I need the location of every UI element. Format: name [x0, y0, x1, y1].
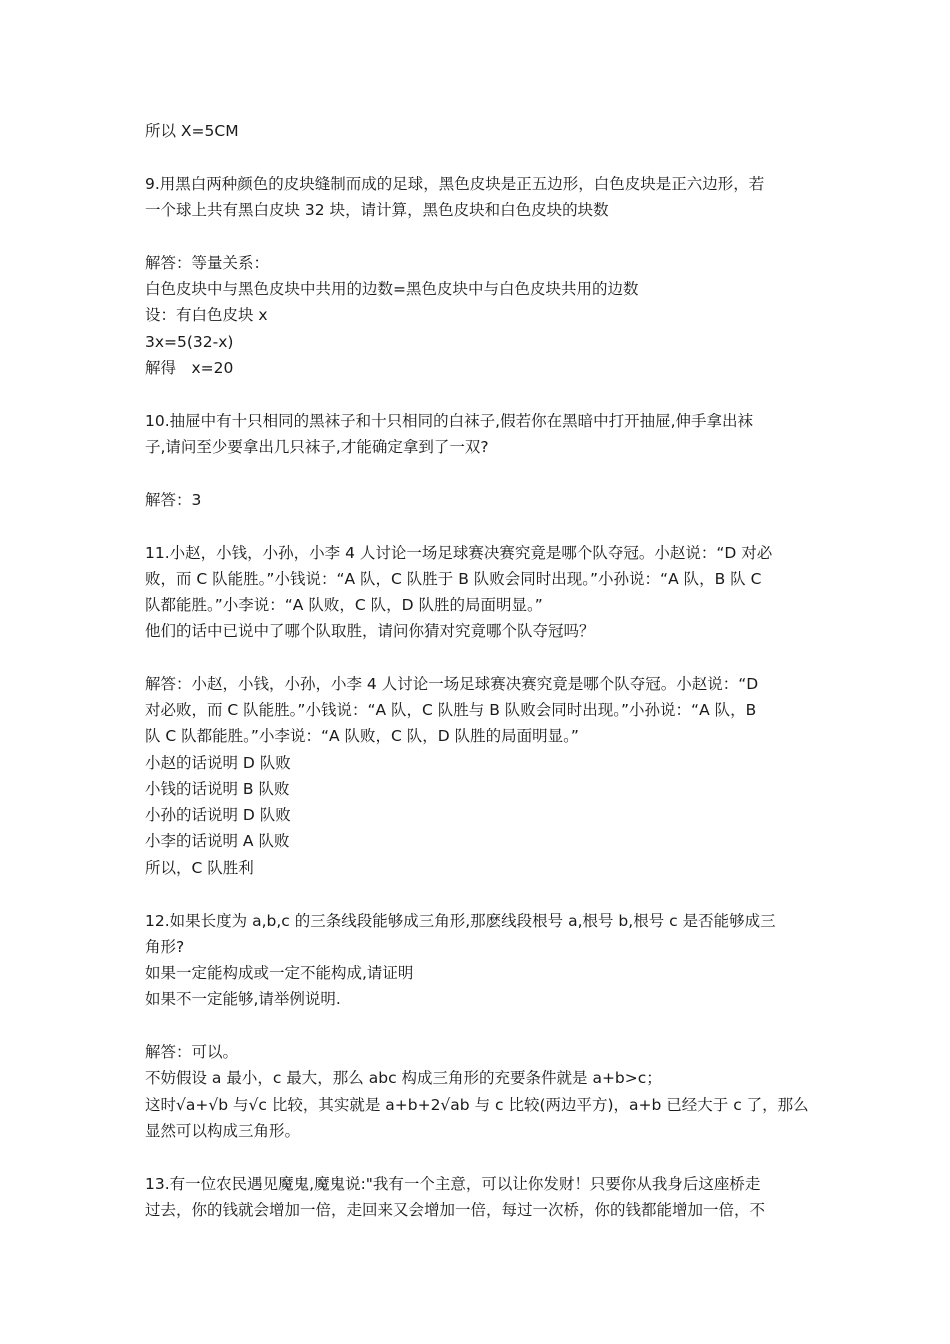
text-line: 过去，你的钱就会增加一倍，走回来又会增加一倍，每过一次桥，你的钱都能增加一倍，不 [145, 1201, 766, 1219]
text-line: 如果不一定能够,请举例说明. [145, 990, 341, 1008]
text-line: 这时√a+√b 与√c 比较，其实就是 a+b+2√ab 与 c 比较(两边平方)，a+b 已经大于 c 了，那么 [145, 1096, 809, 1114]
text-line: 13.有一位农民遇见魔鬼,魔鬼说:"我有一个主意，可以让你发财！只要你从我身后这座桥走 [145, 1175, 761, 1193]
text-line: 3x=5(32-x) [145, 333, 234, 351]
text-line: 角形? [145, 938, 185, 956]
text-line: 显然可以构成三角形。 [145, 1122, 301, 1140]
text-line: 他们的话中已说中了哪个队取胜，请问你猜对究竟哪个队夺冠吗？ [145, 622, 595, 640]
text-line: 队都能胜。”小李说：“A 队败，C 队，D 队胜的局面明显。” [145, 596, 543, 614]
text-line: 对必败，而 C 队能胜。”小钱说：“A 队，C 队胜与 B 队败会同时出现。”小孙说：“A 队，B [145, 701, 757, 719]
text-line: 解答：3 [145, 491, 202, 509]
text-line: 解答：等量关系： [145, 254, 270, 272]
text-line: 所以 X=5CM [145, 122, 239, 140]
text-line: 小李的话说明 A 队败 [145, 832, 290, 850]
text-line: 解答：可以。 [145, 1043, 239, 1061]
text-line: 如果一定能构成或一定不能构成,请证明 [145, 964, 414, 982]
text-line: 解答：小赵，小钱，小孙，小李 4 人讨论一场足球赛决赛究竟是哪个队夺冠。小赵说：“D [145, 675, 759, 693]
text-line: 12.如果长度为 a,b,c 的三条线段能够成三角形,那麽线段根号 a,根号 b,根号 c 是否能够成三 [145, 912, 776, 930]
text-line: 小赵的话说明 D 队败 [145, 754, 291, 772]
text-line: 败，而 C 队能胜。”小钱说：“A 队，C 队胜于 B 队败会同时出现。”小孙说：“A 队，B 队 C [145, 570, 762, 588]
text-line: 白色皮块中与黑色皮块中共用的边数=黑色皮块中与白色皮块共用的边数 [145, 280, 639, 298]
text-line: 子,请问至少要拿出几只袜子,才能确定拿到了一双? [145, 438, 489, 456]
text-line: 10.抽屉中有十只相同的黑袜子和十只相同的白袜子,假若你在黑暗中打开抽屉,伸手拿出袜 [145, 412, 754, 430]
text-line: 设：有白色皮块 x [145, 306, 268, 324]
text-line: 9.用黑白两种颜色的皮块缝制而成的足球，黑色皮块是正五边形，白色皮块是正六边形，若 [145, 175, 765, 193]
text-line: 11.小赵，小钱，小孙，小李 4 人讨论一场足球赛决赛究竟是哪个队夺冠。小赵说：“D 对必 [145, 544, 773, 562]
text-line: 所以，C 队胜利 [145, 859, 254, 877]
text-line: 队 C 队都能胜。”小李说：“A 队败，C 队，D 队胜的局面明显。” [145, 727, 579, 745]
text-line: 小钱的话说明 B 队败 [145, 780, 290, 798]
text-line: 解得 x=20 [145, 359, 234, 377]
text-line: 不妨假设 a 最小，c 最大，那么 abc 构成三角形的充要条件就是 a+b>c； [145, 1069, 662, 1087]
text-line: 小孙的话说明 D 队败 [145, 806, 291, 824]
text-line: 一个球上共有黑白皮块 32 块，请计算，黑色皮块和白色皮块的块数 [145, 201, 609, 219]
